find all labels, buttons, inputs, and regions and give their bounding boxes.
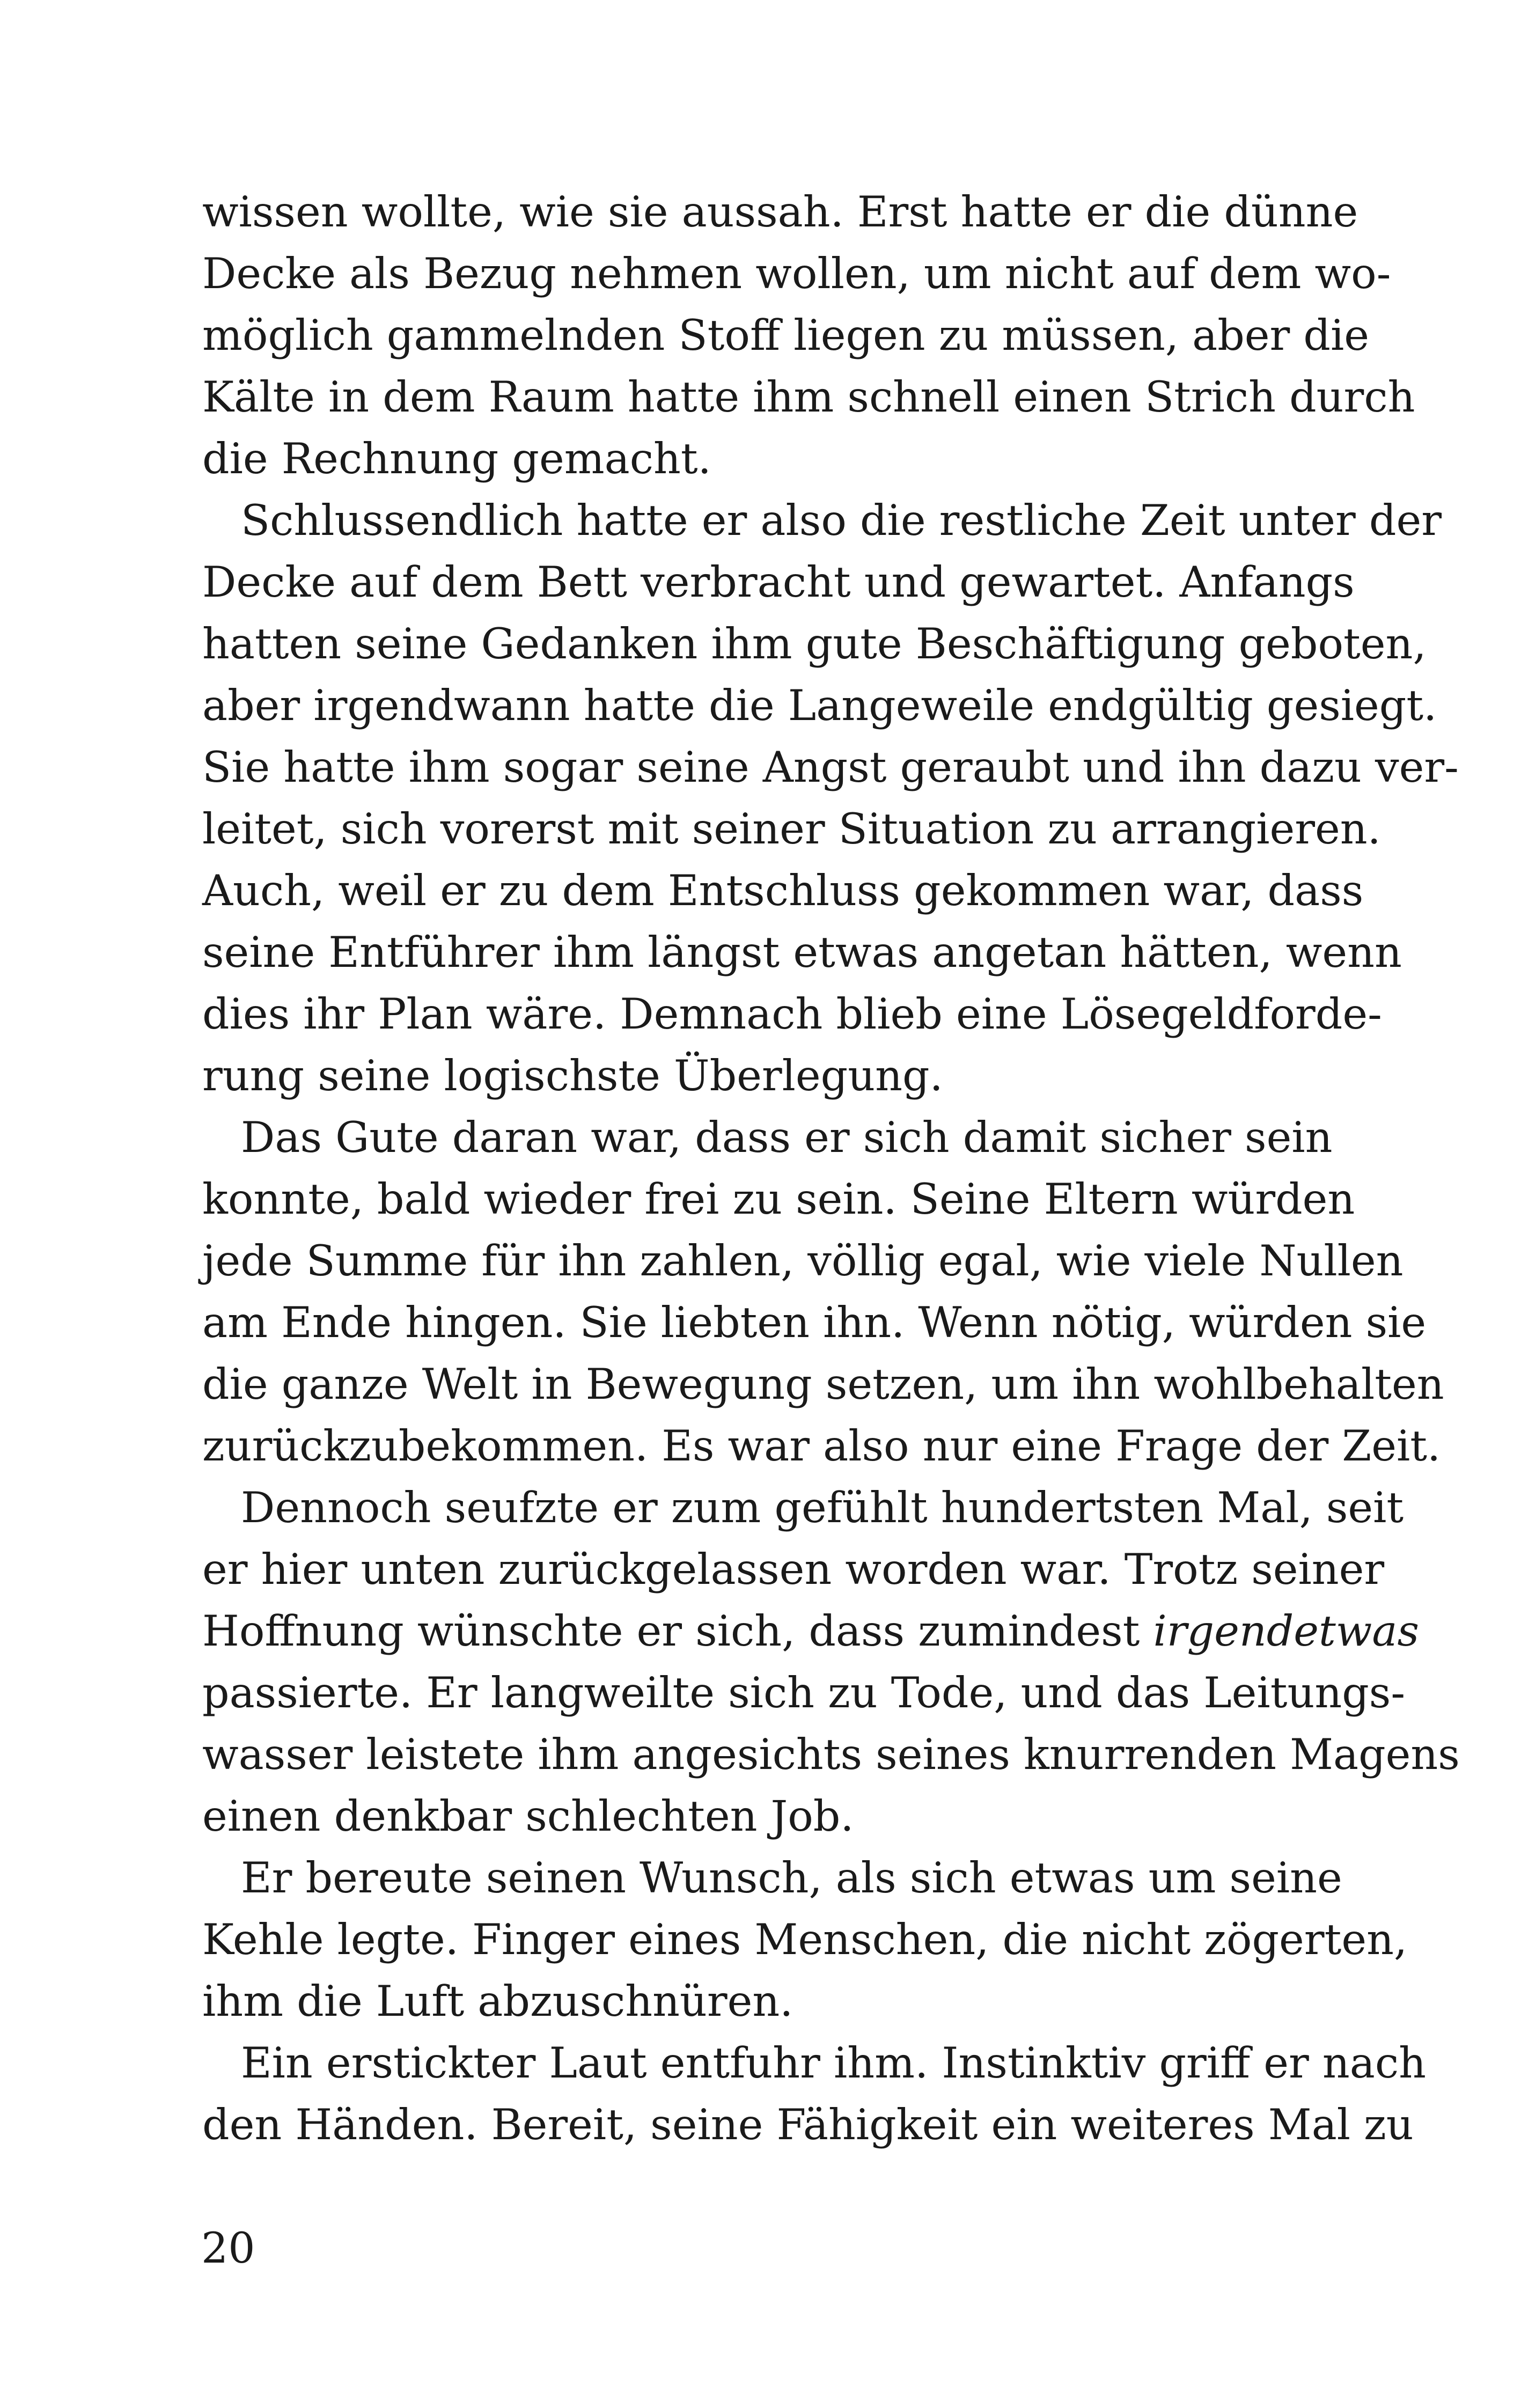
body-text — [202, 181, 1460, 2156]
text-line: am Ende hingen. Sie liebten ihn. Wenn nötig, würden sie — [202, 1298, 1427, 1347]
text-segment: Hoffnung wünschte er sich, dass zumindest — [202, 1606, 1140, 1656]
text-line: ihm die Luft abzuschnüren. — [202, 1977, 793, 2026]
text-line: Decke auf dem Bett verbracht und gewartet. Anfangs — [202, 557, 1355, 607]
text-line: hatten seine Gedanken ihm gute Beschäftigung geboten, — [202, 619, 1427, 669]
text-line: aber irgendwann hatte die Langeweile endgültig gesiegt. — [202, 681, 1437, 730]
paragraph-6 — [202, 2032, 1427, 2156]
paragraph-2 — [202, 490, 1459, 1107]
paragraph-3 — [202, 1107, 1444, 1477]
text-line-with-italic — [202, 1601, 1420, 1662]
paragraph-4 — [202, 1477, 1460, 1847]
text-line: rung seine logischste Überlegung. — [202, 1051, 943, 1100]
text-line: die ganze Welt in Bewegung setzen, um ihn wohlbehalten — [202, 1360, 1444, 1409]
text-line: leitet, sich vorerst mit seiner Situation zu arrangieren. — [202, 804, 1381, 854]
text-line: jede Summe für ihn zahlen, völlig egal, wie viele Nullen — [202, 1236, 1404, 1286]
text-line: wasser leistete ihm angesichts seines knurrenden Magens — [202, 1730, 1460, 1779]
text-line: Decke als Bezug nehmen wollen, um nicht auf dem wo- — [202, 249, 1391, 298]
text-line: wissen wollte, wie sie aussah. Erst hatte er die dünne — [202, 187, 1358, 237]
text-line: Schlussendlich hatte er also die restliche Zeit unter der — [241, 496, 1442, 545]
text-line: dies ihr Plan wäre. Demnach blieb eine Lösegeldforde- — [202, 989, 1382, 1039]
text-line: seine Entführer ihm längst etwas angetan hätten, wenn — [202, 928, 1402, 977]
italic-word: irgendetwas — [1153, 1606, 1420, 1656]
text-line: konnte, bald wieder frei zu sein. Seine Eltern würden — [202, 1174, 1355, 1224]
text-line: den Händen. Bereit, seine Fähigkeit ein weiteres Mal zu — [202, 2100, 1414, 2149]
text-line: Kälte in dem Raum hatte ihm schnell einen Strich durch — [202, 372, 1415, 422]
page-number: 20 — [201, 2223, 255, 2273]
text-line: Sie hatte ihm sogar seine Angst geraubt und ihn dazu ver- — [202, 743, 1459, 792]
text-line: Das Gute daran war, dass er sich damit sicher sein — [241, 1113, 1333, 1162]
text-line: er hier unten zurückgelassen worden war. Trotz seiner — [202, 1545, 1385, 1594]
text-line: Er bereute seinen Wunsch, als sich etwas um seine — [241, 1853, 1342, 1903]
text-line: möglich gammelnden Stoff liegen zu müssen, aber die — [202, 311, 1370, 360]
paragraph-1 — [202, 181, 1415, 490]
text-line: einen denkbar schlechten Job. — [202, 1792, 854, 1841]
text-line: passierte. Er langweilte sich zu Tode, und das Leitungs- — [202, 1668, 1406, 1717]
paragraph-5 — [202, 1847, 1408, 2032]
text-line: die Rechnung gemacht. — [202, 434, 711, 483]
text-line: Ein erstickter Laut entfuhr ihm. Instinktiv griff er nach — [241, 2038, 1427, 2088]
text-line: zurückzubekommen. Es war also nur eine Frage der Zeit. — [202, 1421, 1441, 1471]
text-line: Dennoch seufzte er zum gefühlt hundertsten Mal, seit — [241, 1483, 1404, 1532]
text-line: Kehle legte. Finger eines Menschen, die nicht zögerten, — [202, 1915, 1408, 1964]
text-line: Auch, weil er zu dem Entschluss gekommen war, dass — [202, 866, 1364, 915]
